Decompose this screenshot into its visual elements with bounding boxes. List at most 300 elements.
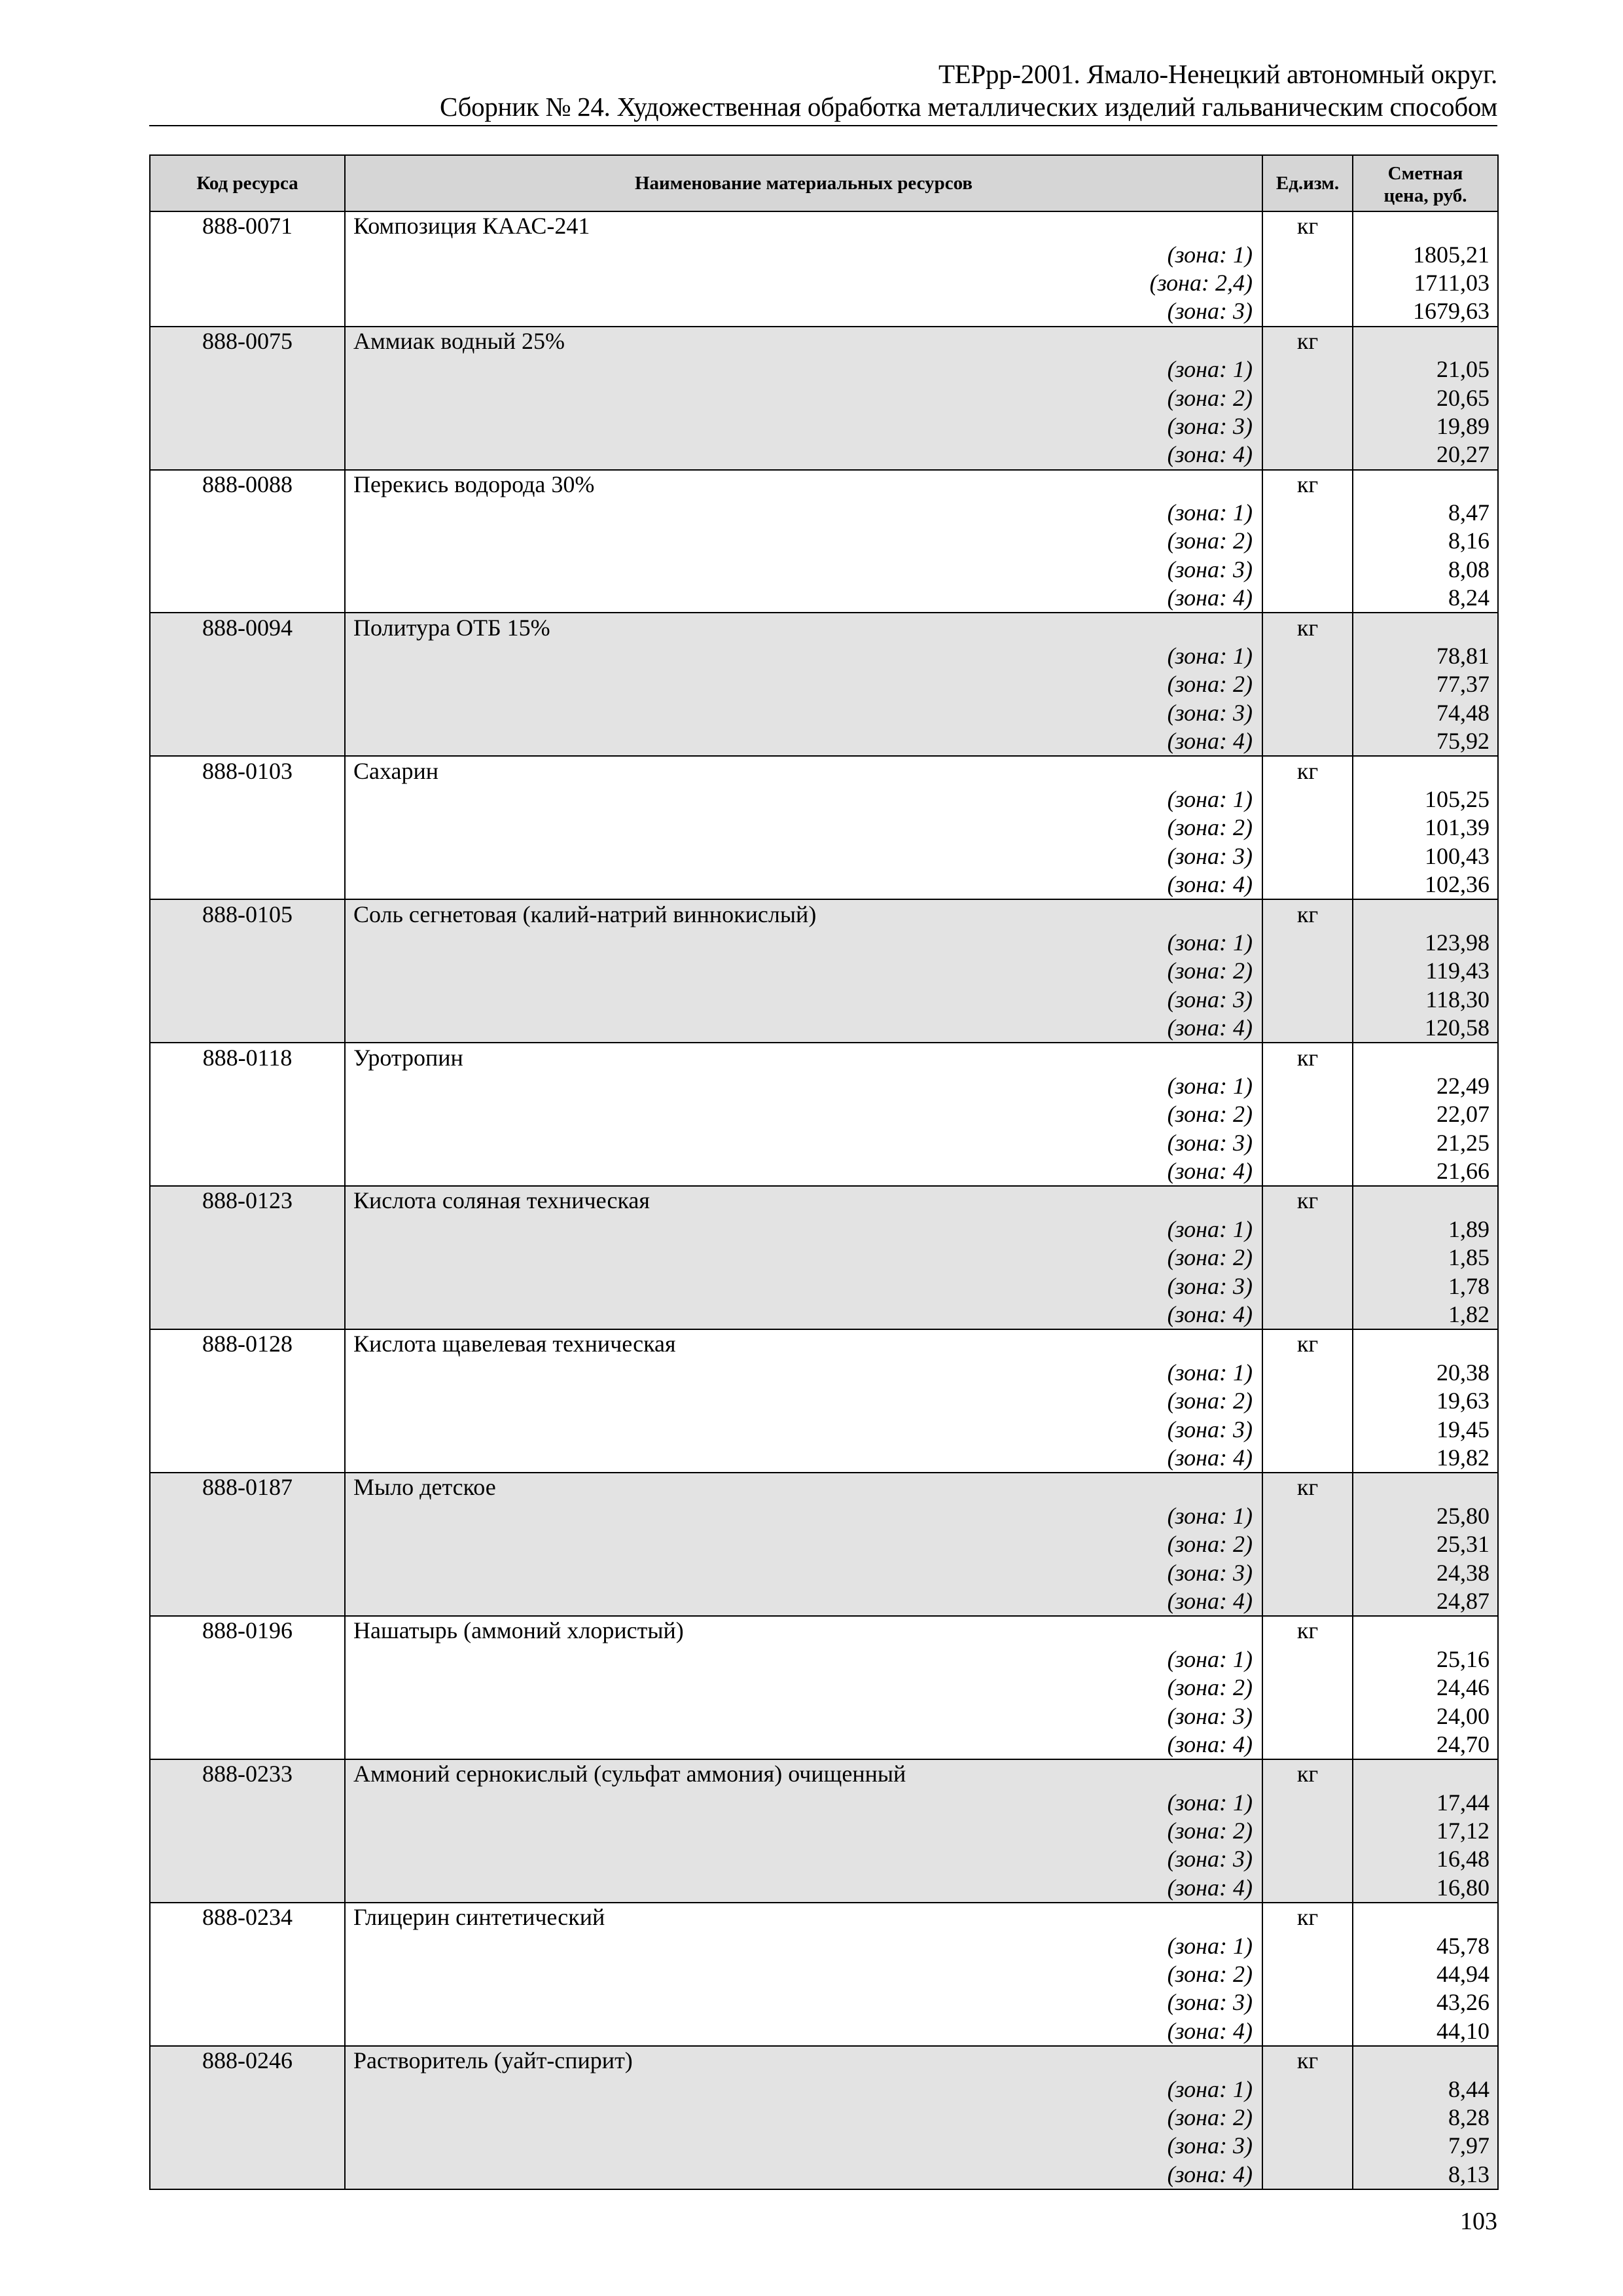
resource-code: 888-0103	[150, 756, 345, 785]
resource-price-empty	[1353, 1043, 1498, 1071]
zone-price-row	[150, 842, 1498, 870]
zone-price-row	[150, 642, 1498, 670]
zone-label: (зона: 4)	[345, 1587, 1262, 1616]
zone-unit-empty	[1262, 1244, 1353, 1272]
zone-unit-empty	[1262, 1215, 1353, 1244]
zone-price-row	[150, 1674, 1498, 1702]
zone-price-row	[150, 2075, 1498, 2103]
zone-price: 21,66	[1353, 1157, 1498, 1186]
resource-row	[150, 327, 1498, 355]
zone-unit-empty	[1262, 412, 1353, 440]
zone-price: 1679,63	[1353, 297, 1498, 326]
zone-price: 17,44	[1353, 1788, 1498, 1816]
zone-price-row	[150, 527, 1498, 555]
resource-price-empty	[1353, 1473, 1498, 1501]
zone-code-empty	[150, 240, 345, 268]
resource-name: Мыло детское	[345, 1473, 1262, 1501]
zone-code-empty	[150, 814, 345, 842]
resource-unit: кг	[1262, 1903, 1353, 1931]
resource-name: Растворитель (уайт-спирит)	[345, 2046, 1262, 2075]
zone-code-empty	[150, 929, 345, 957]
zone-unit-empty	[1262, 1014, 1353, 1043]
resource-price-empty	[1353, 1186, 1498, 1215]
resource-row	[150, 1186, 1498, 1215]
column-header-price-line1: Сметная	[1387, 163, 1463, 184]
zone-price: 8,44	[1353, 2075, 1498, 2103]
zone-label: (зона: 4)	[345, 2017, 1262, 2046]
resource-unit: кг	[1262, 1329, 1353, 1358]
zone-price-row	[150, 1387, 1498, 1415]
zone-code-empty	[150, 1244, 345, 1272]
zone-code-empty	[150, 986, 345, 1014]
table-header	[150, 155, 1498, 211]
resource-row	[150, 2046, 1498, 2075]
zone-price-row	[150, 1845, 1498, 1873]
zone-unit-empty	[1262, 1817, 1353, 1845]
zone-price: 8,24	[1353, 584, 1498, 613]
resource-price-empty	[1353, 1903, 1498, 1931]
zone-price: 44,94	[1353, 1960, 1498, 1988]
zone-price-row	[150, 1558, 1498, 1587]
zone-price: 102,36	[1353, 870, 1498, 899]
zone-price-row	[150, 584, 1498, 613]
zone-label: (зона: 4)	[345, 727, 1262, 756]
zone-code-empty	[150, 2017, 345, 2046]
resource-unit: кг	[1262, 1186, 1353, 1215]
zone-unit-empty	[1262, 929, 1353, 957]
zone-price: 21,25	[1353, 1129, 1498, 1157]
resource-code: 888-0123	[150, 1186, 345, 1215]
zone-label: (зона: 2)	[345, 1100, 1262, 1128]
zone-price: 24,87	[1353, 1587, 1498, 1616]
zone-unit-empty	[1262, 1845, 1353, 1873]
zone-price: 43,26	[1353, 1988, 1498, 2017]
zone-label: (зона: 1)	[345, 499, 1262, 527]
zone-price: 25,80	[1353, 1502, 1498, 1530]
resource-unit: кг	[1262, 1759, 1353, 1788]
zone-unit-empty	[1262, 297, 1353, 326]
zone-price-row	[150, 1817, 1498, 1845]
zone-price-row	[150, 1014, 1498, 1043]
zone-price: 75,92	[1353, 727, 1498, 756]
zone-code-empty	[150, 1645, 345, 1674]
zone-price: 19,45	[1353, 1415, 1498, 1443]
resource-row	[150, 1759, 1498, 1788]
zone-code-empty	[150, 584, 345, 613]
zone-unit-empty	[1262, 870, 1353, 899]
zone-unit-empty	[1262, 842, 1353, 870]
zone-unit-empty	[1262, 2132, 1353, 2160]
resource-group	[150, 613, 1498, 756]
zone-label: (зона: 1)	[345, 929, 1262, 957]
zone-label: (зона: 2)	[345, 384, 1262, 412]
resource-name: Кислота соляная техническая	[345, 1186, 1262, 1215]
zone-price: 44,10	[1353, 2017, 1498, 2046]
zone-code-empty	[150, 499, 345, 527]
resource-unit: кг	[1262, 211, 1353, 240]
zone-label: (зона: 3)	[345, 1129, 1262, 1157]
resource-group	[150, 1043, 1498, 1186]
zone-price: 25,16	[1353, 1645, 1498, 1674]
zone-price-row	[150, 440, 1498, 469]
zone-price: 8,08	[1353, 556, 1498, 584]
zone-code-empty	[150, 297, 345, 326]
zone-unit-empty	[1262, 1874, 1353, 1903]
zone-unit-empty	[1262, 2075, 1353, 2103]
resource-row	[150, 1616, 1498, 1645]
zone-price: 8,28	[1353, 2104, 1498, 2132]
zone-code-empty	[150, 412, 345, 440]
resources-table	[149, 154, 1499, 2190]
zone-label: (зона: 3)	[345, 1558, 1262, 1587]
zone-unit-empty	[1262, 699, 1353, 727]
resource-unit: кг	[1262, 1616, 1353, 1645]
zone-price: 20,38	[1353, 1359, 1498, 1387]
zone-code-empty	[150, 1587, 345, 1616]
column-header-price	[1353, 155, 1498, 211]
zone-label: (зона: 3)	[345, 842, 1262, 870]
zone-code-empty	[150, 957, 345, 985]
zone-price-row	[150, 699, 1498, 727]
zone-unit-empty	[1262, 957, 1353, 985]
zone-price-row	[150, 1645, 1498, 1674]
zone-unit-empty	[1262, 814, 1353, 842]
zone-label: (зона: 3)	[345, 1988, 1262, 2017]
zone-label: (зона: 1)	[345, 785, 1262, 814]
zone-code-empty	[150, 1129, 345, 1157]
zone-price: 77,37	[1353, 670, 1498, 698]
zone-price: 1,82	[1353, 1300, 1498, 1329]
resource-name: Сахарин	[345, 756, 1262, 785]
zone-unit-empty	[1262, 1788, 1353, 1816]
zone-price: 1,85	[1353, 1244, 1498, 1272]
zone-price: 19,63	[1353, 1387, 1498, 1415]
zone-code-empty	[150, 269, 345, 297]
resource-code: 888-0128	[150, 1329, 345, 1358]
zone-code-empty	[150, 1788, 345, 1816]
column-header-code: Код ресурса	[150, 155, 345, 211]
zone-label: (зона: 3)	[345, 556, 1262, 584]
zone-price: 8,13	[1353, 2161, 1498, 2189]
zone-unit-empty	[1262, 1444, 1353, 1473]
zone-unit-empty	[1262, 1674, 1353, 1702]
zone-unit-empty	[1262, 1731, 1353, 1759]
zone-code-empty	[150, 1558, 345, 1587]
zone-price: 7,97	[1353, 2132, 1498, 2160]
zone-unit-empty	[1262, 1415, 1353, 1443]
zone-price-row	[150, 670, 1498, 698]
resource-code: 888-0196	[150, 1616, 345, 1645]
resource-group	[150, 1473, 1498, 1616]
zone-unit-empty	[1262, 670, 1353, 698]
zone-price: 24,46	[1353, 1674, 1498, 1702]
zone-label: (зона: 1)	[345, 1931, 1262, 1960]
zone-unit-empty	[1262, 1272, 1353, 1300]
zone-price-row	[150, 1731, 1498, 1759]
resource-group	[150, 1903, 1498, 2046]
zone-code-empty	[150, 870, 345, 899]
resource-name: Политура ОТБ 15%	[345, 613, 1262, 641]
zone-code-empty	[150, 1415, 345, 1443]
zone-unit-empty	[1262, 1502, 1353, 1530]
zone-code-empty	[150, 1444, 345, 1473]
column-header-price-line2: цена, руб.	[1383, 185, 1467, 206]
zone-price-row	[150, 1444, 1498, 1473]
zone-price-row	[150, 1530, 1498, 1558]
zone-code-empty	[150, 1014, 345, 1043]
header-divider	[149, 125, 1497, 126]
zone-price: 24,38	[1353, 1558, 1498, 1587]
zone-label: (зона: 3)	[345, 297, 1262, 326]
zone-label: (зона: 1)	[345, 2075, 1262, 2103]
resource-row	[150, 1329, 1498, 1358]
resource-name: Нашатырь (аммоний хлористый)	[345, 1616, 1262, 1645]
resource-code: 888-0233	[150, 1759, 345, 1788]
zone-label: (зона: 2)	[345, 1817, 1262, 1845]
zone-label: (зона: 3)	[345, 2132, 1262, 2160]
zone-price-row	[150, 355, 1498, 384]
zone-code-empty	[150, 1072, 345, 1100]
resource-name: Аммоний сернокислый (сульфат аммония) очищенный	[345, 1759, 1262, 1788]
zone-label: (зона: 4)	[345, 870, 1262, 899]
zone-code-empty	[150, 1272, 345, 1300]
resource-group	[150, 899, 1498, 1043]
zone-price: 19,82	[1353, 1444, 1498, 1473]
zone-unit-empty	[1262, 584, 1353, 613]
zone-label: (зона: 2)	[345, 670, 1262, 698]
zone-label: (зона: 3)	[345, 412, 1262, 440]
zone-price: 22,49	[1353, 1072, 1498, 1100]
resource-group	[150, 1329, 1498, 1473]
zone-unit-empty	[1262, 1359, 1353, 1387]
zone-unit-empty	[1262, 355, 1353, 384]
zone-price-row	[150, 870, 1498, 899]
zone-label: (зона: 4)	[345, 1157, 1262, 1186]
zone-price: 100,43	[1353, 842, 1498, 870]
zone-label: (зона: 4)	[345, 440, 1262, 469]
zone-code-empty	[150, 1157, 345, 1186]
zone-label: (зона: 3)	[345, 1845, 1262, 1873]
zone-price: 24,70	[1353, 1731, 1498, 1759]
zone-price-row	[150, 1788, 1498, 1816]
resource-unit: кг	[1262, 1043, 1353, 1071]
resource-row	[150, 613, 1498, 641]
resource-name: Кислота щавелевая техническая	[345, 1329, 1262, 1358]
zone-unit-empty	[1262, 727, 1353, 756]
zone-unit-empty	[1262, 1387, 1353, 1415]
zone-unit-empty	[1262, 1960, 1353, 1988]
zone-price-row	[150, 2161, 1498, 2189]
zone-unit-empty	[1262, 986, 1353, 1014]
zone-label: (зона: 4)	[345, 1444, 1262, 1473]
resource-price-empty	[1353, 613, 1498, 641]
zone-label: (зона: 4)	[345, 584, 1262, 613]
resource-code: 888-0246	[150, 2046, 345, 2075]
zone-price: 16,80	[1353, 1874, 1498, 1903]
zone-price: 17,12	[1353, 1817, 1498, 1845]
zone-price-row	[150, 297, 1498, 326]
zone-code-empty	[150, 384, 345, 412]
resource-code: 888-0075	[150, 327, 345, 355]
zone-unit-empty	[1262, 499, 1353, 527]
resource-code: 888-0105	[150, 899, 345, 928]
zone-code-empty	[150, 527, 345, 555]
resource-row	[150, 756, 1498, 785]
zone-price-row	[150, 1272, 1498, 1300]
resource-unit: кг	[1262, 327, 1353, 355]
zone-unit-empty	[1262, 1072, 1353, 1100]
resource-code: 888-0094	[150, 613, 345, 641]
zone-code-empty	[150, 1960, 345, 1988]
zone-code-empty	[150, 2075, 345, 2103]
zone-code-empty	[150, 1300, 345, 1329]
zone-label: (зона: 2,4)	[345, 269, 1262, 297]
zone-code-empty	[150, 1988, 345, 2017]
zone-price-row	[150, 240, 1498, 268]
zone-unit-empty	[1262, 1702, 1353, 1730]
zone-label: (зона: 2)	[345, 814, 1262, 842]
resource-unit: кг	[1262, 756, 1353, 785]
header-collection-line: Сборник № 24. Художественная обработка металлических изделий гальваническим способом	[440, 92, 1497, 122]
zone-unit-empty	[1262, 785, 1353, 814]
resource-unit: кг	[1262, 613, 1353, 641]
zone-price-row	[150, 785, 1498, 814]
zone-price-row	[150, 1988, 1498, 2017]
zone-label: (зона: 1)	[345, 1645, 1262, 1674]
resource-group	[150, 1186, 1498, 1329]
zone-code-empty	[150, 1731, 345, 1759]
zone-code-empty	[150, 2132, 345, 2160]
resource-unit: кг	[1262, 470, 1353, 499]
zone-label: (зона: 4)	[345, 1731, 1262, 1759]
zone-unit-empty	[1262, 1645, 1353, 1674]
zone-price-row	[150, 1874, 1498, 1903]
resource-price-empty	[1353, 1329, 1498, 1358]
zone-price: 8,16	[1353, 527, 1498, 555]
zone-unit-empty	[1262, 1587, 1353, 1616]
zone-label: (зона: 1)	[345, 240, 1262, 268]
resource-name: Соль сегнетовая (калий-натрий виннокислый)	[345, 899, 1262, 928]
zone-label: (зона: 1)	[345, 1215, 1262, 1244]
zone-unit-empty	[1262, 1129, 1353, 1157]
zone-code-empty	[150, 1674, 345, 1702]
zone-code-empty	[150, 1817, 345, 1845]
zone-unit-empty	[1262, 1530, 1353, 1558]
zone-label: (зона: 2)	[345, 2104, 1262, 2132]
zone-label: (зона: 2)	[345, 1674, 1262, 1702]
zone-unit-empty	[1262, 1300, 1353, 1329]
zone-unit-empty	[1262, 240, 1353, 268]
zone-price-row	[150, 499, 1498, 527]
zone-code-empty	[150, 355, 345, 384]
zone-code-empty	[150, 440, 345, 469]
zone-price-row	[150, 412, 1498, 440]
zone-price: 118,30	[1353, 986, 1498, 1014]
zone-label: (зона: 3)	[345, 1272, 1262, 1300]
resource-row	[150, 1043, 1498, 1071]
zone-label: (зона: 1)	[345, 642, 1262, 670]
column-header-name: Наименование материальных ресурсов	[345, 155, 1262, 211]
zone-price: 16,48	[1353, 1845, 1498, 1873]
zone-code-empty	[150, 1215, 345, 1244]
zone-price-row	[150, 727, 1498, 756]
resource-price-empty	[1353, 756, 1498, 785]
zone-price-row	[150, 1960, 1498, 1988]
resource-name: Уротропин	[345, 1043, 1262, 1071]
zone-price-row	[150, 1072, 1498, 1100]
zone-price: 120,58	[1353, 1014, 1498, 1043]
zone-price-row	[150, 1244, 1498, 1272]
zone-price: 8,47	[1353, 499, 1498, 527]
resource-code: 888-0071	[150, 211, 345, 240]
page-header	[149, 58, 1497, 123]
zone-price-row	[150, 2017, 1498, 2046]
zone-price-row	[150, 1157, 1498, 1186]
resource-group	[150, 327, 1498, 470]
zone-unit-empty	[1262, 1100, 1353, 1128]
zone-label: (зона: 1)	[345, 1072, 1262, 1100]
zone-price-row	[150, 986, 1498, 1014]
resource-name: Аммиак водный 25%	[345, 327, 1262, 355]
zone-label: (зона: 2)	[345, 957, 1262, 985]
zone-price: 1711,03	[1353, 269, 1498, 297]
resource-group	[150, 211, 1498, 327]
zone-price: 101,39	[1353, 814, 1498, 842]
zone-code-empty	[150, 1359, 345, 1387]
zone-code-empty	[150, 670, 345, 698]
zone-unit-empty	[1262, 1157, 1353, 1186]
resource-name: Перекись водорода 30%	[345, 470, 1262, 499]
resource-group	[150, 2046, 1498, 2189]
zone-unit-empty	[1262, 527, 1353, 555]
zone-label: (зона: 2)	[345, 1244, 1262, 1272]
zone-price: 1805,21	[1353, 240, 1498, 268]
resource-row	[150, 1903, 1498, 1931]
zone-label: (зона: 2)	[345, 1960, 1262, 1988]
zone-price-row	[150, 1502, 1498, 1530]
zone-price: 24,00	[1353, 1702, 1498, 1730]
zone-code-empty	[150, 1874, 345, 1903]
zone-label: (зона: 1)	[345, 355, 1262, 384]
resource-code: 888-0118	[150, 1043, 345, 1071]
resource-row	[150, 1473, 1498, 1501]
zone-label: (зона: 4)	[345, 1014, 1262, 1043]
page-number: 103	[1460, 2208, 1497, 2235]
zone-price-row	[150, 2104, 1498, 2132]
zone-unit-empty	[1262, 2161, 1353, 2189]
zone-code-empty	[150, 1845, 345, 1873]
zone-price: 20,27	[1353, 440, 1498, 469]
zone-code-empty	[150, 842, 345, 870]
resource-price-empty	[1353, 327, 1498, 355]
zone-label: (зона: 3)	[345, 1702, 1262, 1730]
zone-unit-empty	[1262, 1931, 1353, 1960]
zone-price-row	[150, 2132, 1498, 2160]
zone-code-empty	[150, 1502, 345, 1530]
zone-code-empty	[150, 699, 345, 727]
resource-price-empty	[1353, 211, 1498, 240]
zone-code-empty	[150, 727, 345, 756]
zone-code-empty	[150, 1387, 345, 1415]
zone-label: (зона: 2)	[345, 1530, 1262, 1558]
resource-unit: кг	[1262, 899, 1353, 928]
zone-code-empty	[150, 2161, 345, 2189]
zone-label: (зона: 3)	[345, 1415, 1262, 1443]
zone-price: 74,48	[1353, 699, 1498, 727]
resource-name: Композиция КААС-241	[345, 211, 1262, 240]
resource-row	[150, 899, 1498, 928]
zone-label: (зона: 1)	[345, 1359, 1262, 1387]
